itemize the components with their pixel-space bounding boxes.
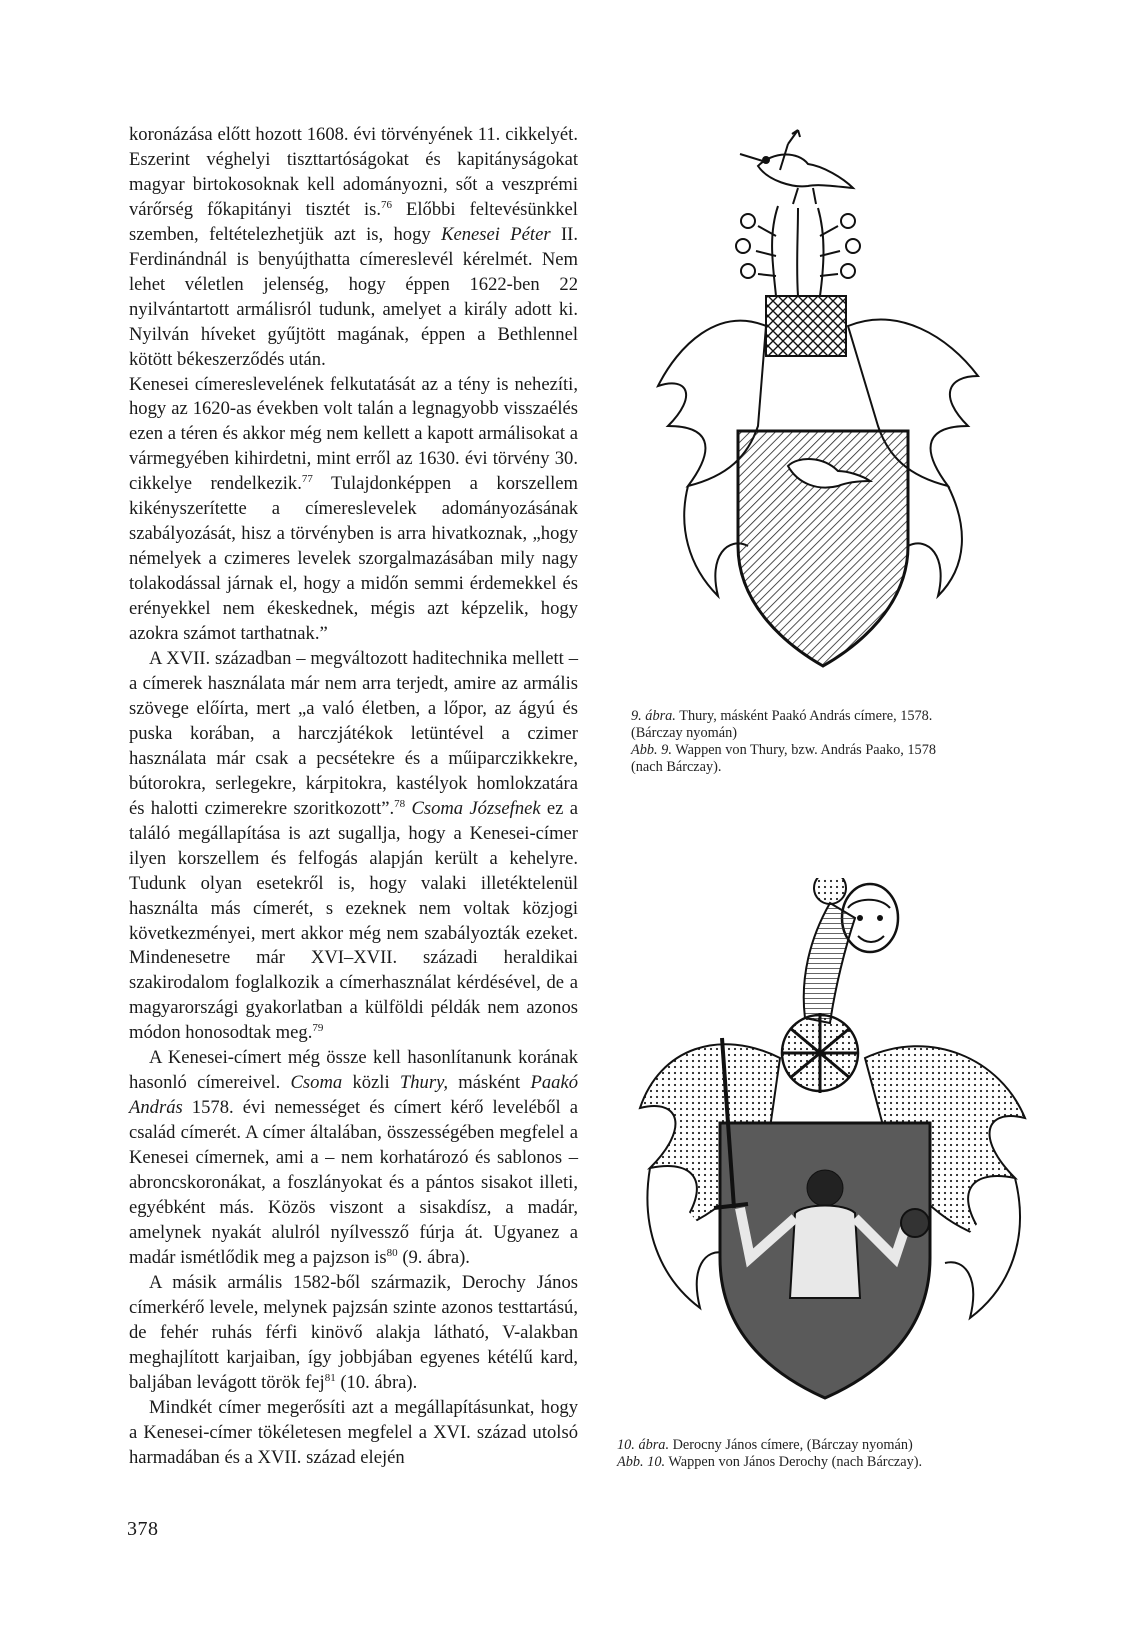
caption-label: 10. ábra. bbox=[617, 1437, 670, 1453]
body-paragraph bbox=[129, 373, 578, 647]
paragraph-text: Tulajdonképpen a korszellem kikényszerítette a címereslevelek adományozásának szabályozását, hisz a törvényben is arra hivatkoznak, „hogy némelyek a czimeres levelek szorgalmazásában mily nagy tolakodással járnak el, hogy a midőn semmi érdemekkel és erényekkel nem ékeskednek, mégis azt képzelik, hogy azokra számot tarthatnak.” bbox=[129, 473, 578, 645]
paragraph-text: Előbbi feltevésünkkel szemben, feltételezhetjük azt is, hogy bbox=[129, 198, 578, 245]
paragraph-text: Csoma Józsefnek bbox=[411, 797, 541, 819]
caption-text: (Bárczay nyomán) bbox=[631, 725, 737, 741]
body-paragraph bbox=[129, 1396, 578, 1471]
paragraph-text: Kenesei Péter bbox=[441, 223, 551, 245]
feather-plume bbox=[736, 206, 860, 296]
page-number: 378 bbox=[127, 1518, 159, 1540]
figure-9-caption bbox=[631, 708, 1031, 776]
main-text-column bbox=[129, 123, 578, 1470]
thury-coat-of-arms-illustration bbox=[648, 126, 1036, 701]
caption-label: Abb. 10. bbox=[617, 1454, 666, 1470]
caption-text: (nach Bárczay). bbox=[631, 759, 722, 775]
caption-label: Abb. 9. bbox=[631, 742, 672, 758]
body-paragraph bbox=[129, 123, 578, 373]
bird-crest bbox=[740, 130, 853, 204]
caption-text: Wappen von Thury, bzw. András Paako, 1578 bbox=[671, 742, 936, 758]
helmet-grille bbox=[766, 296, 846, 356]
crest-arm bbox=[804, 903, 855, 1023]
paragraph-text: Paakó András bbox=[129, 1072, 579, 1119]
footnote-reference: 78 bbox=[394, 797, 406, 810]
figure-10-caption bbox=[617, 1437, 1027, 1471]
caption-text: Thury, másként Paakó András címere, 1578. bbox=[675, 708, 933, 724]
figure-10-coat-of-arms bbox=[630, 878, 1036, 1418]
paragraph-text: (10. ábra). bbox=[335, 1371, 418, 1393]
body-paragraph bbox=[129, 647, 578, 1046]
paragraph-text: másként bbox=[447, 1072, 531, 1094]
footnote-reference: 81 bbox=[324, 1371, 336, 1384]
paragraph-text: közli bbox=[342, 1072, 400, 1094]
caption-label: 9. ábra. bbox=[631, 708, 676, 724]
paragraph-text: (9. ábra). bbox=[397, 1246, 470, 1268]
body-paragraph bbox=[129, 1271, 578, 1396]
paragraph-text: II. Ferdinándnál is benyújthatta címereslevél kérelmét. Nem lehet véletlen jelenség, hogy éppen 1622-ben 22 nyilvántartott armálisról tudunk, amelyet a király adott ki. Nyilván híveket gyűjtött magának, éppen a Bethlennel kötött békeszerződés után. bbox=[129, 223, 578, 370]
footnote-reference: 80 bbox=[386, 1246, 398, 1259]
body-paragraph bbox=[129, 1046, 578, 1271]
paragraph-text: 1578. évi nemességet és címert kérő leveléből a család címerét. A címer általában, összességében megfelel a Kenesei címernek, ami a – nem korhatározó és sablonos – abroncskoronákat, a foszlányokat és a pántos sisakot illeti, egyébként más. Közös viszont a sisakdísz, a madár, amelynek nyakát alulról nyílvessző fúrja át. Ugyanez a madár ismétlődik meg a pajzson is bbox=[129, 1097, 578, 1268]
paragraph-text: A Kenesei-címert még össze kell hasonlítanunk korának hasonló címereivel. bbox=[129, 1047, 578, 1094]
paragraph-text: Csoma bbox=[290, 1072, 343, 1094]
paragraph-text: Thury, bbox=[399, 1072, 448, 1094]
paragraph-text: Kenesei címereslevelének felkutatását az a tény is nehezíti, hogy az 1620-as években volt talán a legnagyobb visszaélés ezen a téren és akkor még nem kellett a kapott armálisokat a vármegyében kihirdetni, mint erről az 1630. évi törvény 30. cikkelye rendelkezik. bbox=[129, 373, 578, 495]
paragraph-text: ez a találó megállapítása is azt sugallja, hogy a Kenesei-címer ilyen korszellem és felfogás alapján került a kehelyre. Tudunk olyan esetekről is, hogy valaki illetéktelenül használta más címerét, s ezeknek nem voltak közjogi következményei, mert akkor még nem szabályozták ezeket. Mindenesetre már XVI–XVII. századi heraldikai szakirodalom foglalkozik a címerhasználat kérdésével, de a magyarországi gyakorlatban a külföldi példák nem azonos módon honosodtak meg. bbox=[129, 797, 578, 1044]
helmet bbox=[782, 1013, 858, 1093]
derochy-coat-of-arms-illustration bbox=[630, 878, 1036, 1418]
paragraph-text: koronázása előtt hozott 1608. évi törvényének 11. cikkelyét. Eszerint véghelyi tiszttartóságokat és kapitányságokat magyar birtokosoknak kell adományozni, sőt a veszprémi várőrség főkapitányi tisztét is. bbox=[129, 124, 578, 220]
caption-text: Derocny János címere, (Bárczay nyomán) bbox=[669, 1437, 913, 1453]
paragraph-text: A XVII. században – megváltozott haditechnika mellett – a címerek használata már nem arra terjedt, amire az armális szövege előírta, mert „a való életben, a lőpor, az ágyú és puska korában, a harczjátékok letüntével a czimer használata már csak a pecsétekre és a műiparczikkekre, bútorokra, serlegekre, kárpitokra, kastélyok homlokzatára és halotti czimerekre szoritkozott”. bbox=[129, 648, 578, 819]
footnote-reference: 79 bbox=[312, 1022, 324, 1035]
paragraph-text: Mindkét címer megerősíti azt a megállapításunkat, hogy a Kenesei-címer tökéletesen megfelel a XVI. század utolsó harmadában és a XVII. század elején bbox=[129, 1396, 578, 1468]
severed-head-icon bbox=[901, 1209, 929, 1237]
caption-text: Wappen von János Derochy (nach Bárczay). bbox=[665, 1454, 923, 1470]
figure-9-coat-of-arms bbox=[648, 126, 1036, 701]
paragraph-text: A másik armális 1582-ből származik, Derochy János címerkérő levele, melynek pajzsán szinte azonos testtartású, de fehér ruhás férfi kinövő alakja látható, V-alakban meghajlított karjaiban, így jobbjában egyenes kétélű kard, baljában levágott török fej bbox=[129, 1271, 578, 1393]
footnote-reference: 76 bbox=[381, 198, 393, 211]
footnote-reference: 77 bbox=[301, 473, 313, 486]
